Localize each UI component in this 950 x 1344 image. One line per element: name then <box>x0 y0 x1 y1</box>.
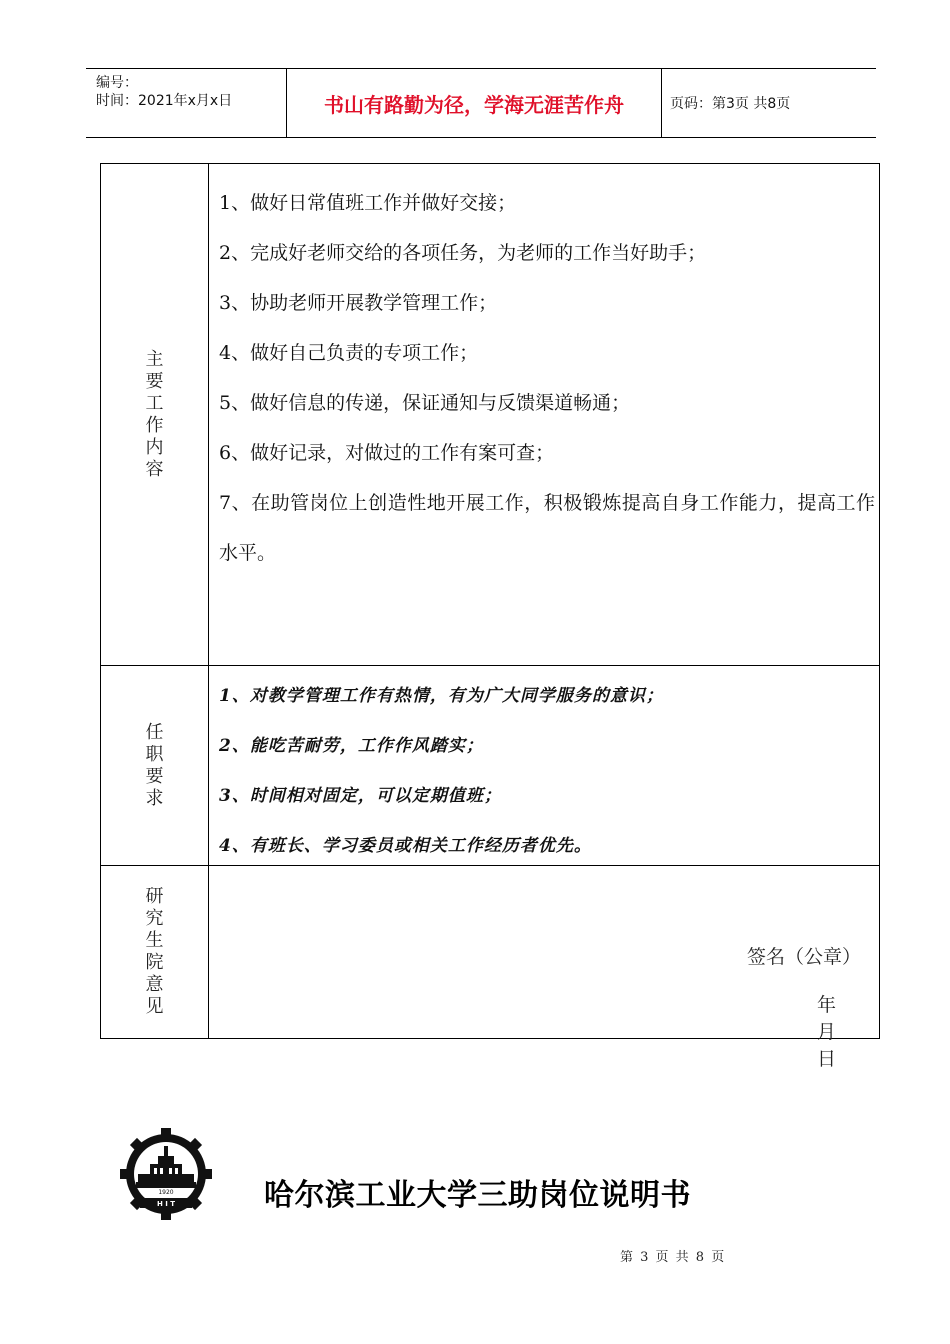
university-title: 哈尔滨工业大学三助岗位说明书 <box>264 1178 691 1213</box>
page-header <box>86 68 876 138</box>
date-line: 年 月 日 <box>817 994 837 1070</box>
requirements-content-cell <box>209 666 879 865</box>
logo-letters: H I T <box>156 1200 176 1208</box>
time-label: 时间：2021年x月x日 <box>96 93 233 109</box>
requirements-list <box>219 671 869 871</box>
opinion-label: 研究生院意见 <box>145 886 164 1017</box>
duty-item: 7、在助管岗位上创造性地开展工作，积极锻炼提高自身工作能力，提高工作水平。 <box>219 492 875 564</box>
hit-logo-icon <box>120 1128 212 1220</box>
requirements-row <box>101 666 879 866</box>
header-page-info: 页码：第3页 共8页 <box>670 96 791 112</box>
header-motto: 书山有路勤为径，学海无涯苦作舟 <box>286 69 662 137</box>
duty-item: 2、完成好老师交给的各项任务，为老师的工作当好助手； <box>219 242 707 264</box>
requirements-label: 任职要求 <box>145 721 164 809</box>
duties-list <box>219 178 875 578</box>
logo-year: 1920 <box>158 1189 174 1196</box>
signature-label: 签名（公章） <box>747 946 862 968</box>
opinion-row <box>101 866 879 1070</box>
duty-item: 5、做好信息的传递，保证通知与反馈渠道畅通； <box>219 392 631 414</box>
opinion-content-cell <box>209 866 879 1070</box>
requirements-label-cell <box>101 666 209 865</box>
duty-item: 3、协助老师开展教学管理工作； <box>219 292 498 314</box>
duties-label: 主要工作内容 <box>145 348 164 480</box>
requirement-item: 1、对教学管理工作有热情，有为广大同学服务的意识； <box>219 686 664 706</box>
page-number: 第 3 页 共 8 页 <box>620 1250 725 1265</box>
duties-label-cell <box>101 164 209 665</box>
header-meta <box>86 69 286 137</box>
duty-item: 1、做好日常值班工作并做好交接； <box>219 192 517 214</box>
opinion-label-cell <box>101 866 209 1038</box>
duties-content-cell <box>209 164 879 665</box>
requirement-item: 2、能吃苦耐劳，工作作风踏实； <box>219 736 484 756</box>
job-description-table <box>100 163 880 1070</box>
duties-row <box>101 164 879 666</box>
duty-item: 4、做好自己负责的专项工作； <box>219 342 479 364</box>
requirement-item: 3、时间相对固定，可以定期值班； <box>219 786 502 806</box>
duty-item: 6、做好记录，对做过的工作有案可查； <box>219 442 555 464</box>
requirement-item: 4、有班长、学习委员或相关工作经历者优先。 <box>219 836 592 856</box>
serial-label: 编号： <box>96 75 138 91</box>
